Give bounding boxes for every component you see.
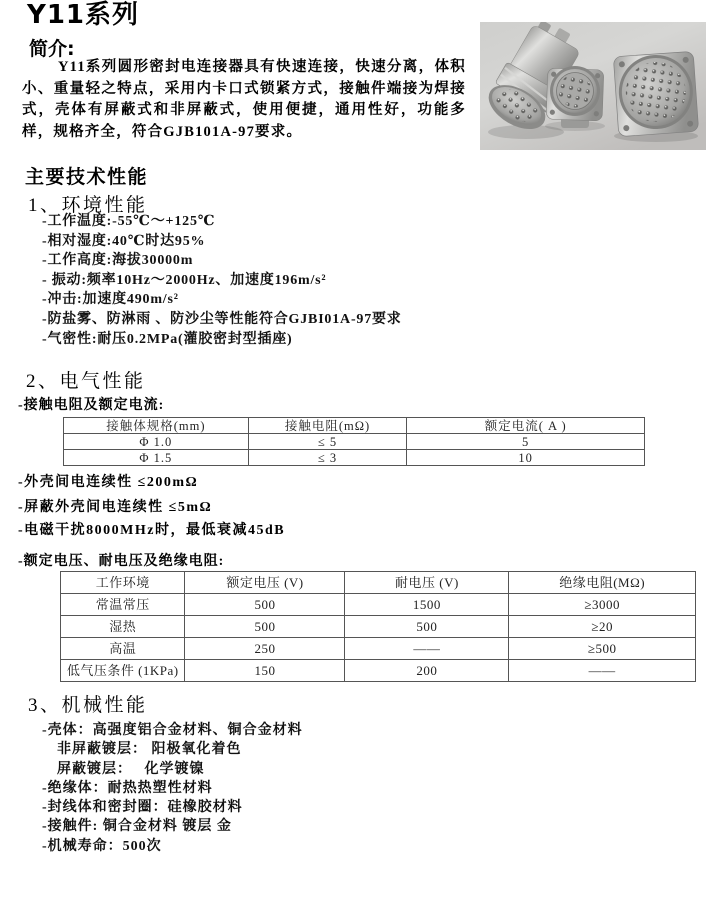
- mech-item: -壳体：高强度铝合金材料、铜合金材料: [42, 723, 303, 738]
- table2-cell: ≥20: [509, 616, 696, 638]
- table1-cell: ≤ 5: [248, 434, 407, 450]
- env-item: -相对湿度:40℃时达95%: [42, 233, 206, 249]
- env-item: -防盐雾、防淋雨 、防沙尘等性能符合GJBI01A-97要求: [42, 311, 402, 327]
- table1-header-cell: 接触体规格(mm): [64, 418, 249, 434]
- contact-resistance-table: [63, 417, 645, 466]
- table2-cell: 500: [185, 616, 345, 638]
- table1-header-cell: 额定电流( A ): [407, 418, 645, 434]
- table2-cell: 1500: [345, 594, 509, 616]
- table1-cell: 5: [407, 434, 645, 450]
- table2-cell: 高温: [61, 638, 185, 660]
- table2-cell: 湿热: [61, 616, 185, 638]
- intro-paragraph: Y11系列圆形密封电连接器具有快速连接，快速分离，体积小、重量轻之特点，采用内卡口式锁紧方式，接触件端接为焊接式，壳体有屏蔽式和非屏蔽式，使用便捷，通用性好，功能多样，规格齐全，符合GJB101A-97要求。: [22, 59, 466, 140]
- table2-cell: ——: [345, 638, 509, 660]
- intro-heading: 简介:: [29, 38, 75, 60]
- table-row: [61, 616, 696, 638]
- table-row: [61, 660, 696, 682]
- product-photo: [480, 22, 706, 150]
- mech-section-heading: 3、机械性能: [28, 695, 148, 716]
- table2-cell: 500: [345, 616, 509, 638]
- env-list: [42, 212, 402, 349]
- main-tech-heading: 主要技术性能: [25, 166, 149, 188]
- env-item: - 振动:频率10Hz～2000Hz、加速度196m/s²: [42, 272, 327, 288]
- table1-cell: 10: [407, 450, 645, 466]
- table2-cell: 常温常压: [61, 594, 185, 616]
- emi-note: -电磁干扰8000MHz时，最低衰减45dB: [18, 523, 286, 538]
- table2-cell: 500: [185, 594, 345, 616]
- table2-cell: ——: [509, 660, 696, 682]
- env-item: -气密性:耐压0.2MPa(灌胶密封型插座): [42, 331, 293, 347]
- table-row: [61, 638, 696, 660]
- voltage-insulation-table: [60, 571, 696, 682]
- small-receptacle-illustration: [546, 66, 604, 128]
- table2-cell: 250: [185, 638, 345, 660]
- table-header-row: [64, 418, 645, 434]
- table1-cell: ≤ 3: [248, 450, 407, 466]
- table2-header-cell: 绝缘电阻(MΩ): [509, 572, 696, 594]
- table-row: [64, 450, 645, 466]
- env-item: -工作温度:-55℃～+125℃: [42, 214, 216, 229]
- mech-item: -机械寿命：500次: [42, 838, 162, 854]
- large-receptacle-illustration: [613, 51, 698, 136]
- env-item: -冲击:加速度490m/s²: [42, 292, 179, 308]
- table-row: [61, 594, 696, 616]
- table1-header-cell: 接触电阻(mΩ): [248, 418, 407, 434]
- elec-section-heading: 2、电气性能: [26, 371, 146, 392]
- table-row: [64, 434, 645, 450]
- table1-cell: Φ 1.0: [64, 434, 249, 450]
- mech-item: -接触件: 铜合金材料 镀层 金: [42, 819, 232, 835]
- table1-cell: Φ 1.5: [64, 450, 249, 466]
- table2-header-cell: 耐电压 (V): [345, 572, 509, 594]
- table2-cell: ≥3000: [509, 594, 696, 616]
- env-section-heading: 1、环境性能: [28, 195, 148, 216]
- table2-cell: 低气压条件 (1KPa): [61, 660, 185, 682]
- table2-header-cell: 工作环境: [61, 572, 185, 594]
- shell-continuity-note: -外壳间电连续性 ≤200mΩ: [18, 475, 199, 490]
- shield-continuity-note: -屏蔽外壳间电连续性 ≤5mΩ: [18, 500, 213, 515]
- mech-list: [42, 721, 303, 856]
- connector-photo-illustration: [480, 22, 706, 150]
- mech-item: -封线体和密封圈：硅橡胶材料: [42, 800, 243, 816]
- contact-resistance-label: -接触电阻及额定电流:: [18, 398, 165, 413]
- table-header-row: [61, 572, 696, 594]
- table2-cell: ≥500: [509, 638, 696, 660]
- table2-header-cell: 额定电压 (V): [185, 572, 345, 594]
- mech-item: 屏蔽镀层： 化学镀镍: [42, 761, 205, 777]
- mech-item: 非屏蔽镀层： 阳极氧化着色: [42, 742, 242, 758]
- mech-item: -绝缘体：耐热热塑性材料: [42, 780, 213, 796]
- table2-cell: 200: [345, 660, 509, 682]
- voltage-table-label: -额定电压、耐电压及绝缘电阻:: [18, 554, 225, 569]
- env-item: -工作高度:海拔30000m: [42, 253, 194, 269]
- table2-cell: 150: [185, 660, 345, 682]
- page-title: Y11系列: [27, 0, 140, 30]
